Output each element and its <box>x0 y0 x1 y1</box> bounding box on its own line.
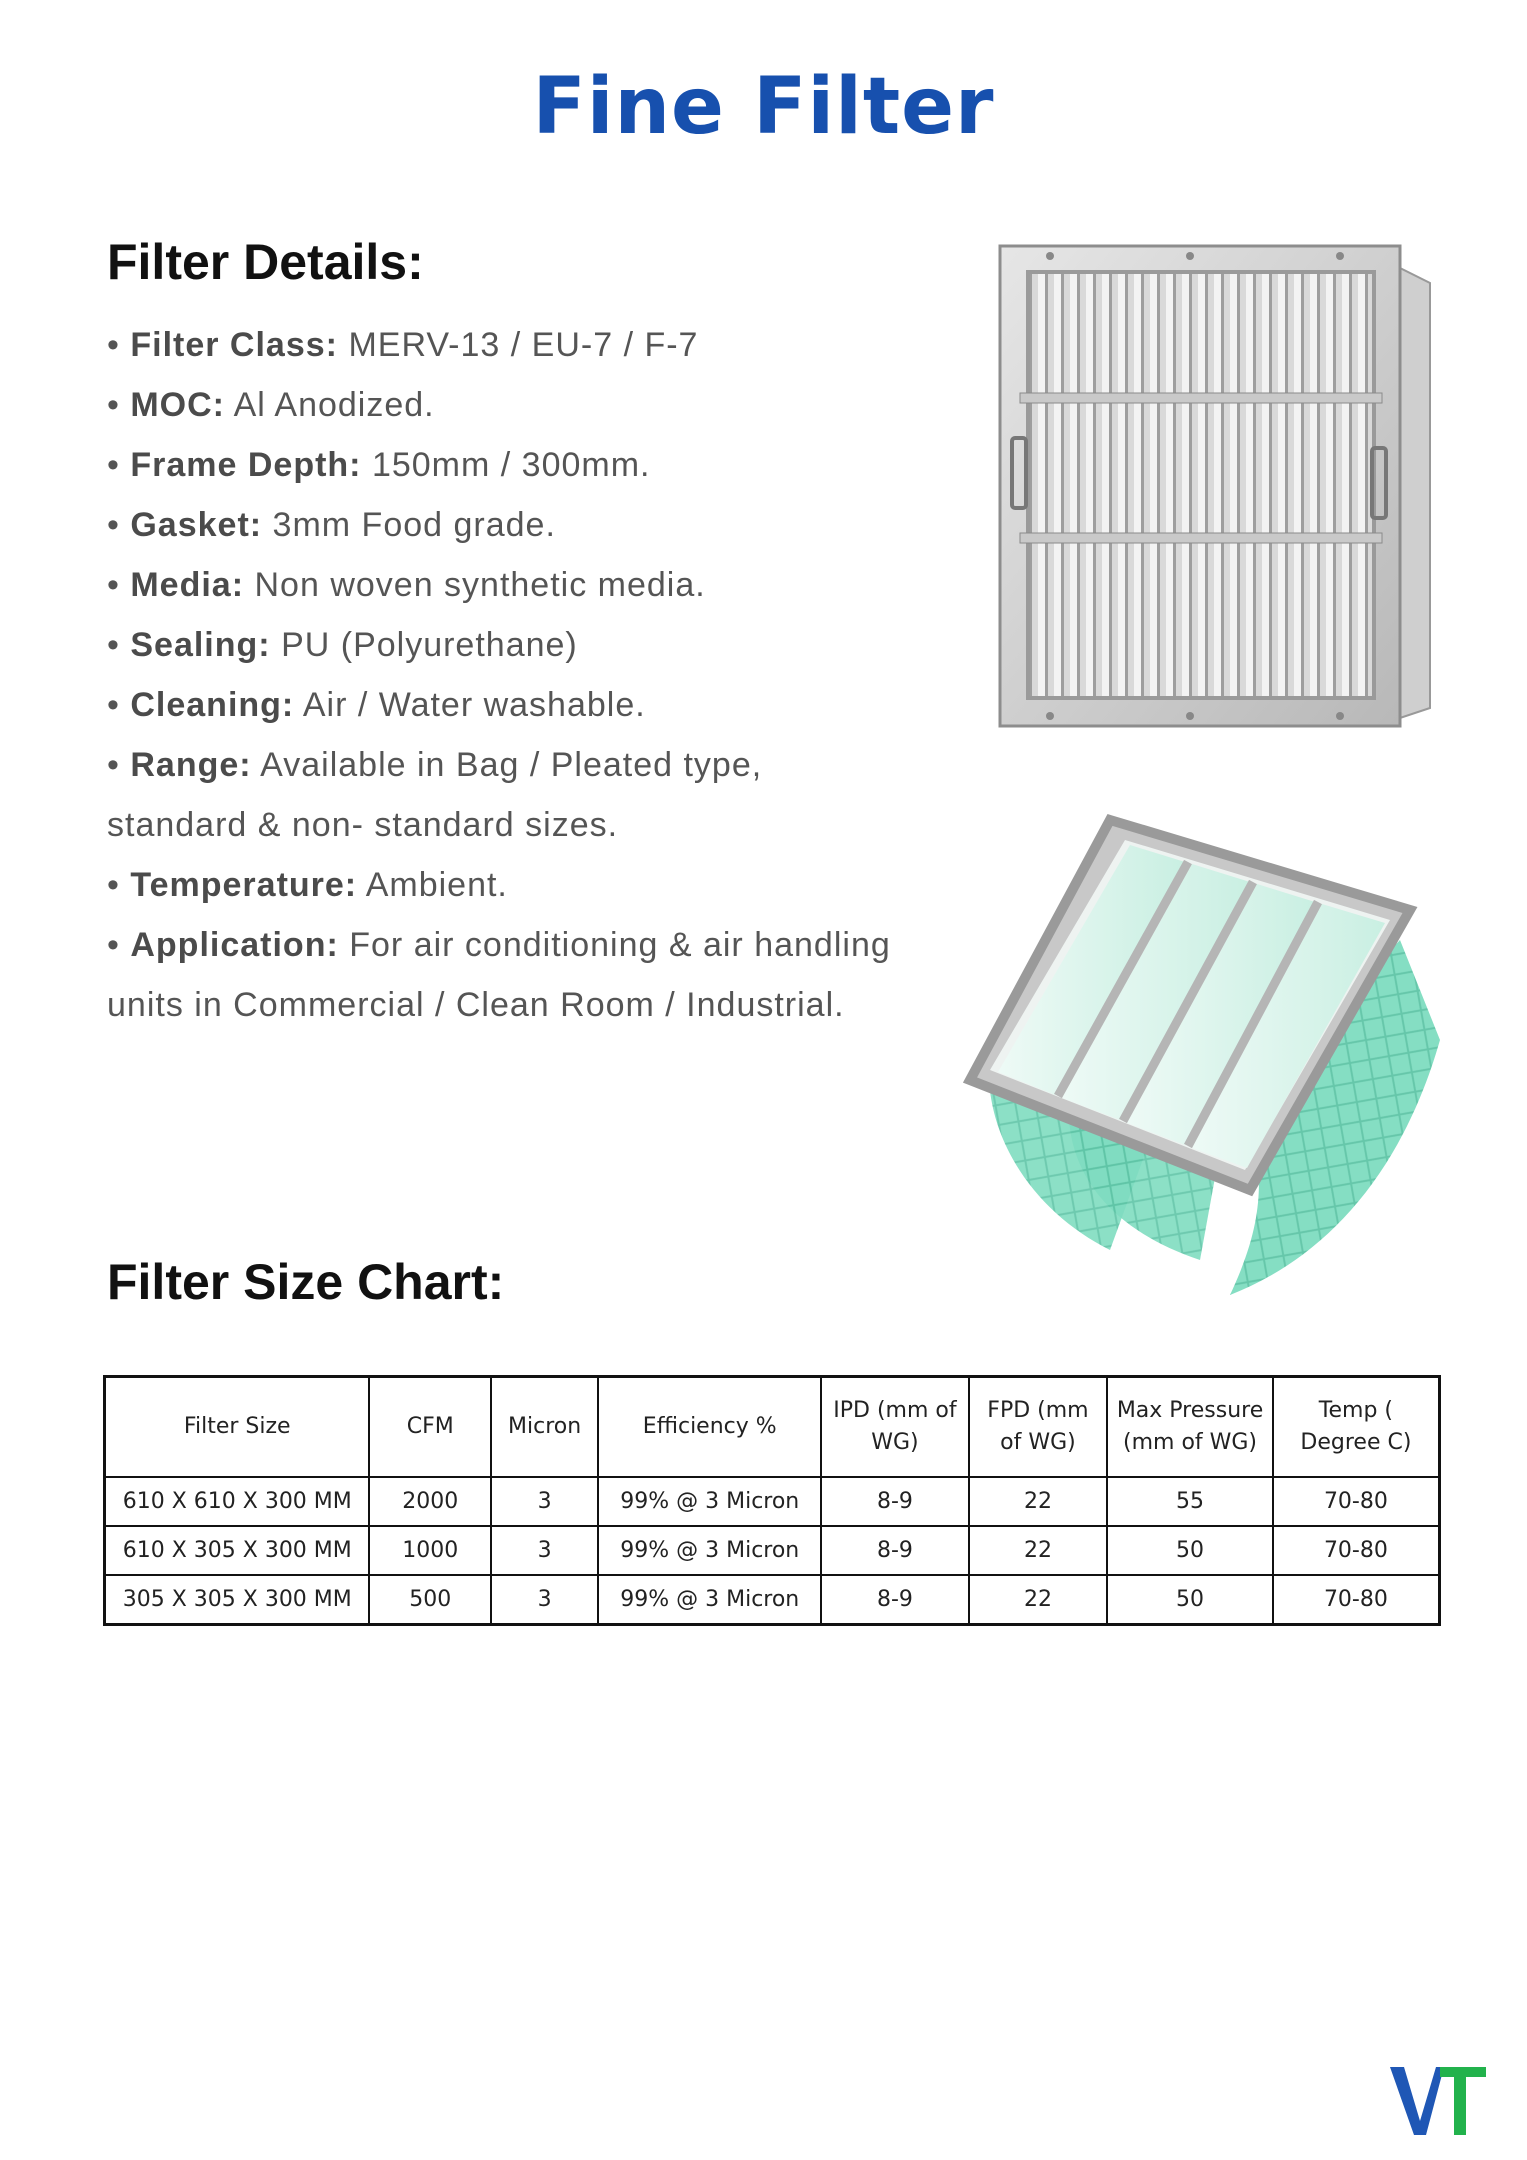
cell-cfm: 2000 <box>369 1477 490 1526</box>
detail-application: • Application: For air conditioning & air handling <box>107 926 891 964</box>
header-temp: Temp ( Degree C) <box>1273 1377 1440 1478</box>
cell-micron: 3 <box>491 1575 598 1625</box>
table-row <box>105 1575 1440 1625</box>
cell-max-pressure: 55 <box>1107 1477 1273 1526</box>
filter-size-table <box>103 1375 1441 1626</box>
detail-application-continued: units in Commercial / Clean Room / Industrial. <box>107 986 845 1024</box>
cell-cfm: 500 <box>369 1575 490 1625</box>
header-efficiency: Efficiency % <box>598 1377 821 1478</box>
filter-details-heading: Filter Details: <box>107 234 424 290</box>
detail-cleaning: • Cleaning: Air / Water washable. <box>107 686 646 724</box>
detail-gasket: • Gasket: 3mm Food grade. <box>107 506 556 544</box>
header-filter-size: Filter Size <box>105 1377 370 1478</box>
cell-filter-size: 305 X 305 X 300 MM <box>105 1575 370 1625</box>
detail-media: • Media: Non woven synthetic media. <box>107 566 706 604</box>
bag-filter-image <box>960 790 1450 1300</box>
cell-fpd: 22 <box>969 1526 1108 1575</box>
header-cfm: CFM <box>369 1377 490 1478</box>
table-row <box>105 1477 1440 1526</box>
cell-filter-size: 610 X 610 X 300 MM <box>105 1477 370 1526</box>
detail-range: • Range: Available in Bag / Pleated type, <box>107 746 763 784</box>
cell-filter-size: 610 X 305 X 300 MM <box>105 1526 370 1575</box>
header-micron: Micron <box>491 1377 598 1478</box>
cell-efficiency: 99% @ 3 Micron <box>598 1575 821 1625</box>
cell-micron: 3 <box>491 1526 598 1575</box>
cell-fpd: 22 <box>969 1477 1108 1526</box>
detail-temperature: • Temperature: Ambient. <box>107 866 508 904</box>
cell-efficiency: 99% @ 3 Micron <box>598 1526 821 1575</box>
cell-max-pressure: 50 <box>1107 1526 1273 1575</box>
filter-size-chart-heading: Filter Size Chart: <box>107 1254 505 1310</box>
cell-micron: 3 <box>491 1477 598 1526</box>
table-header-row <box>105 1377 1440 1478</box>
cell-fpd: 22 <box>969 1575 1108 1625</box>
cell-temp: 70-80 <box>1273 1477 1440 1526</box>
header-ipd: IPD (mm of WG) <box>821 1377 969 1478</box>
table-row <box>105 1526 1440 1575</box>
cell-ipd: 8-9 <box>821 1575 969 1625</box>
detail-filter-class: • Filter Class: MERV-13 / EU-7 / F-7 <box>107 326 699 364</box>
cell-temp: 70-80 <box>1273 1526 1440 1575</box>
header-max-pressure: Max Pressure (mm of WG) <box>1107 1377 1273 1478</box>
detail-moc: • MOC: Al Anodized. <box>107 386 435 424</box>
cell-max-pressure: 50 <box>1107 1575 1273 1625</box>
header-fpd: FPD (mm of WG) <box>969 1377 1108 1478</box>
detail-sealing: • Sealing: PU (Polyurethane) <box>107 626 578 664</box>
detail-frame-depth: • Frame Depth: 150mm / 300mm. <box>107 446 651 484</box>
cell-cfm: 1000 <box>369 1526 490 1575</box>
vt-logo <box>1390 2065 1490 2137</box>
cell-temp: 70-80 <box>1273 1575 1440 1625</box>
page-title: Fine Filter <box>532 62 995 152</box>
cell-ipd: 8-9 <box>821 1526 969 1575</box>
detail-range-continued: standard & non- standard sizes. <box>107 806 619 844</box>
cell-ipd: 8-9 <box>821 1477 969 1526</box>
filter-details-list <box>107 315 957 1035</box>
pleated-filter-image <box>990 228 1440 738</box>
cell-efficiency: 99% @ 3 Micron <box>598 1477 821 1526</box>
